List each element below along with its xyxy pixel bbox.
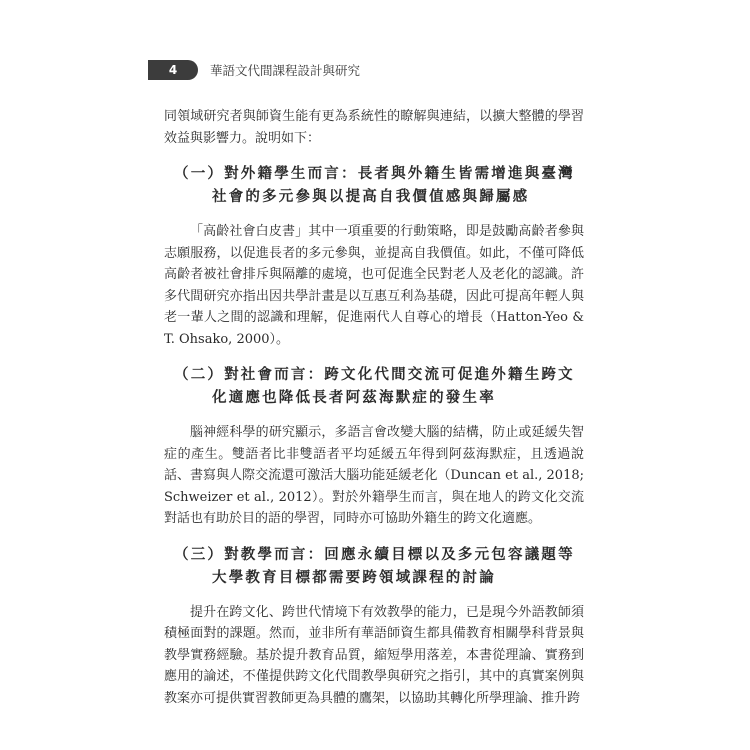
intro-paragraph: 同領域研究者與師資生能有更為系統性的瞭解與連結，以擴大整體的學習效益與影響力。說明如下： — [164, 109, 584, 146]
section-paragraph-1: 「高齡社會白皮書」其中一項重要的行動策略，即是鼓勵高齡者參與志願服務，以促進長者的多元參與，並提高自我價值。如此，不僅可降低高齡者被社會排斥與隔離的處境，也可促進全民對老人及老化的認識。許多代間研究亦指出因共學計畫是以互惠互利為基礎，因此可提高年輕人與老一輩人之間的認識和理解，促進兩代人自尊心的增長（Hatton-Yeo & T. Ohsako, 2000）。 — [164, 224, 584, 347]
section-heading-3: （三）對教學而言：回應永續目標以及多元包容議題等大學教育目標都需要跨領域課程的討論 — [174, 546, 575, 586]
page-number: 4 — [148, 60, 198, 80]
section-heading-1: （一）對外籍學生而言：長者與外籍生皆需增進與臺灣社會的多元參與以提高自我價值感與歸屬感 — [174, 166, 575, 205]
book-title: 華語文代間課程設計與研究 — [210, 63, 361, 78]
section-paragraph-2: 腦神經科學的研究顯示，多語言會改變大腦的結構，防止或延緩失智症的產生。雙語者比非雙語者平均延緩五年得到阿茲海默症，且透過說話、書寫與人際交流還可激活大腦功能延緩老化（Duncan et al., 2018; Schweizer et al., 2012）。對於外籍學生而言，與在地人的跨文化交流對話也有助於目的語的學習，同時亦可協助外籍生的跨文化適應。 — [164, 425, 584, 526]
running-header — [160, 60, 360, 80]
section-paragraph-3: 提升在跨文化、跨世代情境下有效教學的能力，已是現今外語教師須積極面對的課題。然而，並非所有華語師資生都具備教育相關學科背景與教學實務經驗。基於提升教育品質，縮短學用落差，本書從理論、實務到應用的論述，不僅提供跨文化代間教學與研究之指引，其中的真實案例與教案亦可提供實習教師更為具體的鷹架，以協助其轉化所學理論、推升跨 — [164, 604, 584, 706]
page-body — [164, 106, 584, 709]
section-heading-2: （二）對社會而言：跨文化代間交流可促進外籍生跨文化適應也降低長者阿茲海默症的發生率 — [174, 367, 575, 406]
